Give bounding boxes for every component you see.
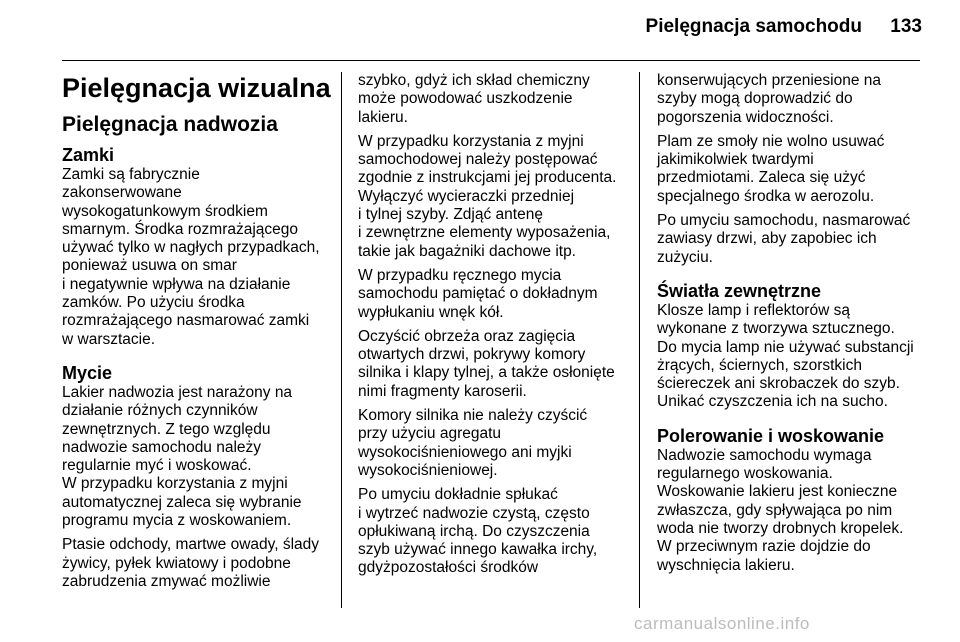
polerowanie-heading: Polerowanie i woskowanie [657, 425, 885, 446]
paragraph: Plam ze smoły nie wolno usuwać jakimikolwiek twardymi przedmiotami. Zaleca się użyć specjalnego środka w aerozolu. [657, 132, 885, 205]
column-2 [358, 72, 623, 584]
swiatla-paragraph: Klosze lamp i reflektorów są wykonane z tworzywa sztucznego. Do mycia lamp nie używać substancji żrących, ściernych, szorstkich ściereczek ani skrobaczek do szyb. Unikać czyszczenia ich na sucho. [657, 301, 914, 411]
column-1 [62, 72, 332, 597]
paragraph: Po umyciu samochodu, nasmarować zawiasy drzwi, aby zapobiec ich zużyciu. [657, 212, 911, 266]
mycie-paragraph-1: Lakier nadwozia jest narażony na działanie różnych czynników zewnętrznych. Z tego względu nadwozie samochodu należy regularnie myć i woskować. W przypadku korzystania z myjni automatycznej zaleca się wybranie programu mycia z woskowaniem. [62, 383, 302, 530]
mycie-paragraph-2: Ptasie odchody, martwe owady, ślady żywicy, pyłek kwiatowy i podobne zabrudzenia zmywać możliwie [62, 536, 320, 590]
polerowanie-paragraph: Nadwozie samochodu wymaga regularnego woskowania. Woskowanie lakieru jest konieczne zwłaszcza, gdy spływająca po nim woda nie tworzy drobnych kropelek. W przeciwnym razie dojdzie do wyschnięcia lakieru. [657, 446, 904, 574]
header-divider [62, 60, 920, 61]
paragraph: Komory silnika nie należy czyścić przy użyciu agregatu wysokociśnieniowego ani myjki wysokociśnieniowej. [358, 407, 588, 479]
running-header-title: Pielęgnacja samochodu [645, 16, 862, 37]
subsection-title: Pielęgnacja nadwozia [62, 113, 278, 136]
paragraph: Po umyciu dokładnie spłukać i wytrzeć nadwozie czystą, często opłukiwaną irchą. Do czyszczenia szyb używać innego kawałka irchy, gdyżpozostałości środków [358, 486, 598, 577]
zamki-heading: Zamki [62, 145, 115, 165]
zamki-paragraph: Zamki są fabrycznie zakonserwowane wysokogatunkowym środkiem smarnym. Środka rozmrażającego używać tylko w nagłych przypadkach, ponieważ usuwa on smar i negatywnie wpływa na działanie zamków. Po użyciu środka rozmrażającego nasmarować zamki w warsztacie. [62, 166, 320, 348]
paragraph: konserwujących przeniesione na szyby mogą doprowadzić do pogorszenia widoczności. [657, 72, 882, 126]
paragraph: W przypadku ręcznego mycia samochodu pamiętać o dokładnym wypłukaniu wnęk kół. [358, 266, 598, 321]
page-number: 133 [890, 16, 922, 37]
swiatla-heading: Światła zewnętrzne [657, 280, 822, 301]
column-divider-1 [341, 72, 342, 608]
section-title: Pielęgnacja wizualna [62, 73, 331, 103]
paragraph: szybko, gdyż ich skład chemiczny może powodować uszkodzenie lakieru. [358, 72, 590, 126]
column-divider-2 [639, 72, 640, 608]
paragraph: Oczyścić obrzeża oraz zagięcia otwartych drzwi, pokrywy komory silnika i klapy tylnej, a także osłonięte nimi fragmenty karoserii. [358, 327, 615, 400]
mycie-heading: Mycie [62, 362, 113, 383]
watermark: carmanualsonline.info [634, 614, 810, 633]
column-3 [657, 72, 927, 581]
paragraph: W przypadku korzystania z myjni samochodowej należy postępować zgodnie z instrukcjami jej producenta. Wyłączyć wycieraczki przedniej i tylnej szyby. Zdjąć antenę i zewnętrzne elementy wyposażenia, takie jak bagażniki dachowe itp. [358, 132, 617, 260]
